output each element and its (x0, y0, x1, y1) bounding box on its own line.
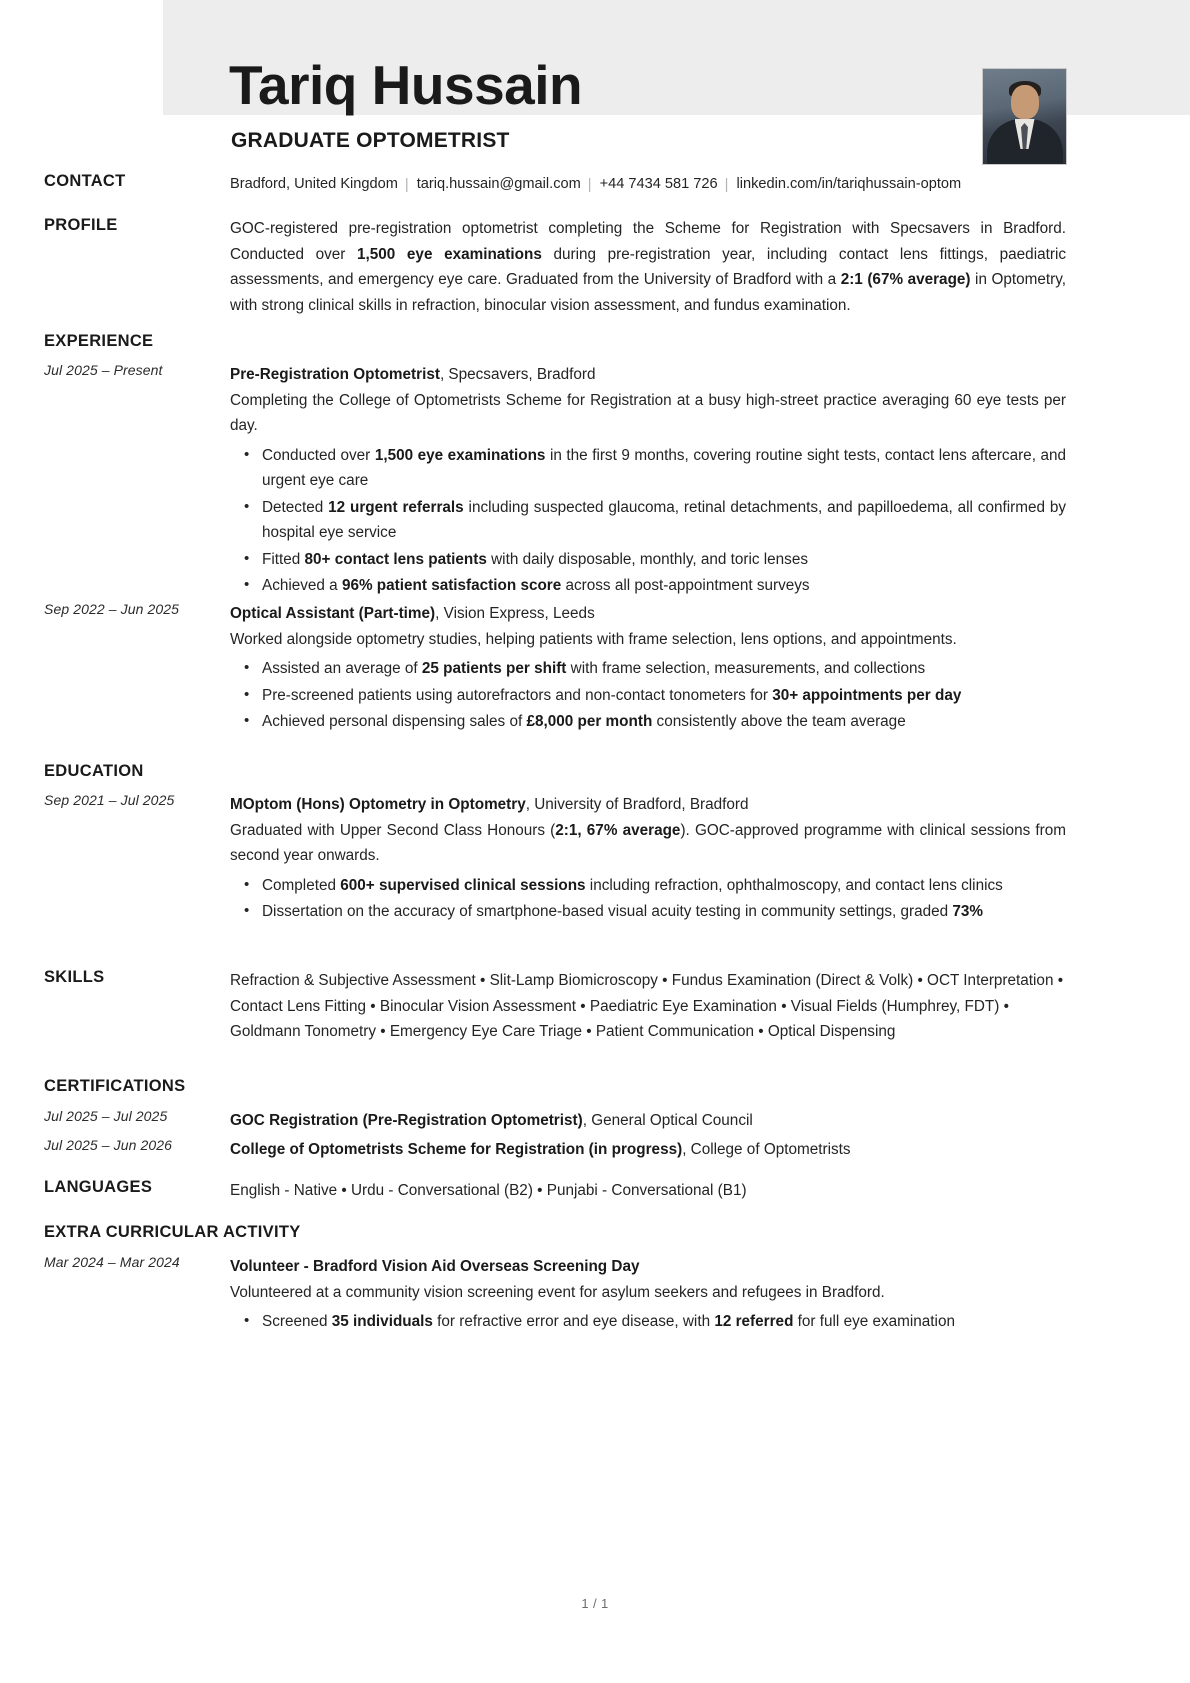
entry-title-org: , University of Bradford, Bradford (525, 796, 749, 813)
entry-title-org: , Vision Express, Leeds (435, 605, 595, 622)
avatar (982, 68, 1067, 165)
list-item: • Achieved a 96% patient satisfaction score across all post-appointment surveys (262, 573, 1066, 599)
contact-separator-icon: | (724, 177, 729, 193)
list-item: • Detected 12 urgent referrals including suspected glaucoma, retinal detachments, and papilloedema, all confirmed by hospital eye service (262, 495, 1066, 546)
profile-text-part2: during pre-registration year, including contact lens fittings, paediatric assessments, and emergency eye care. Graduated from the University of Bradford with a (230, 245, 1066, 288)
list-item: • Screened 35 individuals for refractive error and eye disease, with 12 referred for full eye examination (262, 1309, 1066, 1335)
contact-separator-icon: | (587, 177, 592, 193)
entry-title-org: , Specsavers, Bradford (439, 366, 596, 383)
section-label-contact: CONTACT (44, 172, 126, 190)
entry-date: Sep 2021 – Jul 2025 (44, 792, 175, 808)
section-label-languages: LANGUAGES (44, 1178, 153, 1196)
entry-bullet-list (230, 443, 1066, 599)
entry-title (230, 1137, 1066, 1163)
entry-title-cert: GOC Registration (Pre-Registration Optometrist) (230, 1112, 583, 1129)
entry-description: Completing the College of Optometrists Scheme for Registration at a busy high-street practice averaging 60 eye tests per day. (230, 391, 1066, 434)
avatar-face (1011, 85, 1039, 119)
page-title: Tariq Hussain (229, 54, 583, 116)
job-title: GRADUATE OPTOMETRIST (231, 129, 510, 152)
contact-line (230, 172, 1066, 196)
languages-list: English - Native • Urdu - Conversational (B2) • Punjabi - Conversational (B1) (230, 1182, 747, 1199)
contact-email[interactable]: tariq.hussain@gmail.com (416, 176, 581, 192)
list-item: • Pre-screened patients using autorefractors and non-contact tonometers for 30+ appointments per day (262, 683, 1066, 709)
list-item: • Assisted an average of 25 patients per shift with frame selection, measurements, and collections (262, 656, 1066, 682)
skills-list: Refraction & Subjective Assessment • Slit-Lamp Biomicroscopy • Fundus Examination (Direct & Volk) • OCT Interpretation • Contact Lens Fitting • Binocular Vision Assessment • Paediatric Eye Examination • Visual Fields (Humphrey, FDT) • Goldmann Tonometry • Emergency Eye Care Triage • Patient Communication • Optical Dispensing (230, 972, 1064, 1040)
section-label-skills: SKILLS (44, 968, 105, 986)
section-label-certifications: CERTIFICATIONS (44, 1077, 186, 1095)
section-label-education: EDUCATION (44, 762, 144, 780)
profile-text-part3: in Optometry, with strong clinical skills in refraction, binocular vision assessment, and fundus examination. (230, 271, 1067, 314)
profile-highlight-1: 1,500 eye examinations (357, 245, 542, 263)
contact-location: Bradford, United Kingdom (230, 176, 398, 192)
entry-title (230, 1108, 1066, 1134)
contact-linkedin[interactable]: linkedin.com/in/tariqhussain-optom (736, 176, 962, 192)
entry-date: Jul 2025 – Jun 2026 (44, 1137, 173, 1153)
list-item: • Conducted over 1,500 eye examinations in the first 9 months, covering routine sight tests, contact lens aftercare, and urgent eye care (262, 443, 1066, 494)
list-item: • Dissertation on the accuracy of smartphone-based visual acuity testing in community settings, graded 73% (262, 899, 1066, 925)
entry-title-degree: MOptom (Hons) Optometry in Optometry (230, 796, 526, 813)
section-label-profile: PROFILE (44, 216, 118, 234)
contact-separator-icon: | (404, 177, 409, 193)
entry-bullet-list (230, 1309, 1066, 1335)
entry-title-org: , General Optical Council (582, 1112, 753, 1129)
section-label-extra-curricular: EXTRA CURRICULAR ACTIVITY (44, 1223, 301, 1241)
entry-date: Jul 2025 – Present (44, 362, 163, 378)
entry-description: Worked alongside optometry studies, helping patients with frame selection, lens options, and appointments. (230, 630, 957, 648)
entry-title (230, 1254, 1066, 1280)
entry-title-role: Optical Assistant (Part-time) (230, 605, 436, 622)
profile-text-part1: GOC-registered pre-registration optometrist completing the Scheme for Registration with Specsavers in Bradford. Conducted over (230, 220, 1066, 263)
profile-text (230, 216, 1066, 318)
profile-highlight-2: 2:1 (67% average) (840, 271, 971, 288)
list-item: • Fitted 80+ contact lens patients with daily disposable, monthly, and toric lenses (262, 547, 1066, 573)
entry-date: Jul 2025 – Jul 2025 (44, 1108, 168, 1124)
entry-title (230, 792, 1066, 818)
entry-title-role: Pre-Registration Optometrist (230, 366, 440, 383)
list-item: • Achieved personal dispensing sales of £8,000 per month consistently above the team average (262, 709, 1066, 735)
page-indicator: 1 / 1 (581, 1596, 609, 1611)
entry-description: Volunteered at a community vision screening event for asylum seekers and refugees in Bradford. (230, 1283, 885, 1301)
entry-date: Sep 2022 – Jun 2025 (44, 601, 180, 617)
entry-date: Mar 2024 – Mar 2024 (44, 1254, 180, 1270)
entry-title (230, 362, 1066, 388)
entry-description: Graduated with Upper Second Class Honours (2:1, 67% average). GOC-approved programme with clinical sessions from second year onwards. (230, 821, 1066, 864)
entry-bullet-list (230, 656, 1066, 735)
entry-title-role: Volunteer - Bradford Vision Aid Overseas Screening Day (230, 1258, 640, 1275)
entry-title (230, 601, 1066, 627)
list-item: • Completed 600+ supervised clinical sessions including refraction, ophthalmoscopy, and contact lens clinics (262, 873, 1066, 899)
entry-title-org: , College of Optometrists (682, 1141, 851, 1158)
section-label-experience: EXPERIENCE (44, 332, 154, 350)
entry-title-cert: College of Optometrists Scheme for Registration (in progress) (230, 1141, 683, 1158)
resume-header (0, 0, 1190, 170)
contact-phone[interactable]: +44 7434 581 726 (599, 176, 718, 192)
entry-bullet-list (230, 873, 1066, 925)
